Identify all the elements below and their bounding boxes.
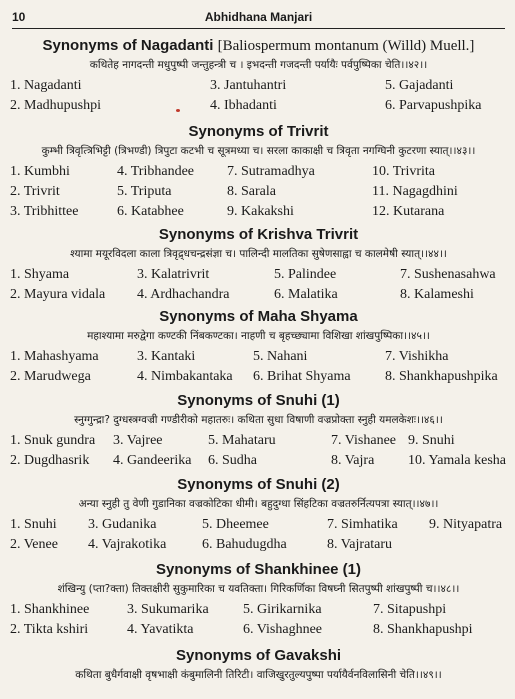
synonym-item: 10. Yamala kesha [408, 453, 506, 468]
section-title: Synonyms of Krishva Trivrit [158, 226, 359, 243]
sanskrit-verse: स्नुग्गुन्द्रा? दुग्धस्त्रग्वज्री गण्डीरीको महातरुः। कथिता सुधा विषाणी वज्रप्रोक्ता स्नुही यमलकेशः।।४६।। [74, 414, 443, 426]
page-number: 10 [12, 10, 26, 24]
sanskrit-verse: कुम्भी त्रिवृत्त्रिभिट्टी (त्रिभण्डी) त्रिपुटा कटभी च सूत्रमध्या च। सरला काकाक्षी च त्रिवृता नगग्घिनी कुटरणा स्यात्।।४३।। [41, 145, 476, 157]
synonym-list [10, 515, 507, 555]
section-trivrit [10, 122, 507, 222]
section-gavakshi [10, 646, 507, 683]
sanskrit-verse: शंखिन्यु (प्ता?क्ता) तिक्तक्षीरी सुकुमारिका च यवतिक्ता। गिरिकर्णिका विषघ्नी सितपुष्पी शांखपुष्पी च।।४८।। [57, 583, 460, 595]
section-title: Synonyms of Maha Shyama [159, 308, 358, 325]
synonym-item: 4. Vajrakotika [88, 537, 167, 552]
section-krishva-trivrit [10, 225, 507, 305]
synonym-item: 2. Madhupushpi [10, 98, 101, 113]
synonym-item: 6. Parvapushpika [385, 98, 482, 113]
synonym-item: 3. Jantuhantri [210, 78, 287, 93]
section-maha-shyama [10, 307, 507, 387]
synonym-item: 9. Snuhi [408, 433, 455, 448]
synonym-item: 3. Kantaki [137, 349, 196, 364]
synonym-item: 6. Brihat Shyama [253, 369, 351, 384]
section-title [10, 36, 507, 56]
synonym-item: 2. Trivrit [10, 184, 60, 199]
synonym-item: 4. Yavatikta [127, 622, 194, 637]
synonym-item: 3. Sukumarika [127, 602, 209, 617]
section-title: Synonyms of Snuhi (2) [177, 476, 340, 493]
synonym-item: 10. Trivrita [372, 164, 436, 179]
synonym-item: 7. Simhatika [327, 517, 398, 532]
title-text: Synonyms of Nagadanti [42, 37, 214, 54]
synonym-item: 5. Triputa [117, 184, 172, 199]
sanskrit-verse: महाश्यामा मरुद्वेगा कण्टकी निंबकण्टका। नाहणी च बृहच्छ्यामा विशिखा शांखपुष्पिका।।४५।। [87, 330, 430, 342]
synonym-item: 7. Sushenasahwa [400, 267, 496, 282]
scientific-name: [Baliospermum montanum (Willd) Muell.] [217, 38, 475, 54]
synonym-item: 2. Mayura vidala [10, 287, 106, 302]
synonym-item: 8. Vajrataru [327, 537, 393, 552]
synonym-item: 8. Shankhapushpi [373, 622, 473, 637]
section-nagadanti [10, 36, 507, 116]
synonym-item: 3. Gudanika [88, 517, 157, 532]
synonym-item: 7. Sutramadhya [227, 164, 315, 179]
section-shankhinee-1 [10, 560, 507, 640]
synonym-item: 4. Nimbakantaka [137, 369, 233, 384]
section-snuhi-2 [10, 475, 507, 555]
synonym-item: 5. Dheemee [202, 517, 269, 532]
synonym-item: 7. Vishikha [385, 349, 449, 364]
synonym-row [10, 535, 507, 555]
synonym-item: 3. Vajree [113, 433, 163, 448]
synonym-item: 1. Shyama [10, 267, 70, 282]
synonym-item: 3. Tribhittee [10, 204, 79, 219]
synonym-item: 5. Gajadanti [385, 78, 454, 93]
synonym-item: 12. Kutarana [372, 204, 445, 219]
synonym-list [10, 347, 507, 387]
section-title: Synonyms of Gavakshi [175, 647, 342, 664]
synonym-item: 6. Sudha [208, 453, 257, 468]
section-snuhi-1 [10, 391, 507, 471]
synonym-item: 3. Kalatrivrit [137, 267, 210, 282]
synonym-item: 5. Palindee [274, 267, 337, 282]
synonym-item: 2. Marudwega [10, 369, 91, 384]
section-title: Synonyms of Trivrit [188, 123, 329, 140]
synonym-item: 6. Katabhee [117, 204, 184, 219]
sanskrit-verse: श्यामा मयूरविदला काला त्रिवृद्र्धचन्द्रसंज्ञा च। पालिन्दी मालतिका सुषेणसाह्वा च कालमेषी स्यात्।।४४।। [70, 248, 447, 260]
synonym-item: 4. Tribhandee [117, 164, 194, 179]
synonym-item: 6. Bahudugdha [202, 537, 287, 552]
synonym-item: 1. Snuhi [10, 517, 57, 532]
synonym-item: 5. Girikarnika [243, 602, 322, 617]
page-header [12, 6, 505, 29]
synonym-list [10, 600, 507, 640]
synonym-item: 6. Vishaghnee [243, 622, 322, 637]
synonym-item: 8. Kalameshi [400, 287, 474, 302]
synonym-item: 5. Nahani [253, 349, 308, 364]
synonym-list [10, 431, 507, 471]
synonym-item: 7. Vishanee [331, 433, 396, 448]
synonym-item: 2. Venee [10, 537, 58, 552]
ink-mark [176, 109, 180, 112]
synonym-item: 1. Nagadanti [10, 78, 82, 93]
running-title: Abhidhana Manjari [204, 10, 313, 24]
synonym-item: 1. Mahashyama [10, 349, 99, 364]
synonym-item: 9. Nityapatra [429, 517, 503, 532]
synonym-item: 4. Ibhadanti [210, 98, 277, 113]
synonym-item: 7. Sitapushpi [373, 602, 447, 617]
synonym-item: 8. Sarala [227, 184, 276, 199]
synonym-row [10, 515, 507, 535]
synonym-item: 8. Vajra [331, 453, 375, 468]
section-title: Synonyms of Snuhi (1) [177, 392, 340, 409]
synonym-list [10, 76, 507, 116]
synonym-item: 9. Kakakshi [227, 204, 294, 219]
synonym-item: 4. Ardhachandra [137, 287, 230, 302]
section-title: Synonyms of Shankhinee (1) [155, 561, 362, 578]
synonym-item: 11. Nagagdhini [372, 184, 458, 199]
sanskrit-verse: कथितेह नागदन्ती मधुपुष्पी जन्तुहन्त्री च । इभदन्ती गजदन्ती पर्यायैः पर्वपुष्पिका चेति।।४२।। [89, 59, 428, 71]
sanskrit-verse: कथिता बुधैर्गवाक्षी वृषभाक्षी कंबुमालिनी तिरिटी। वाजिखुरतुल्यपुष्पा पर्यायैर्वनविलासिनी चेति।।४९।। [75, 669, 442, 681]
synonym-item: 8. Shankhapushpika [385, 369, 498, 384]
synonym-item: 1. Shankhinee [10, 602, 90, 617]
synonym-item: 1. Kumbhi [10, 164, 70, 179]
synonym-item: 1. Snuk gundra [10, 433, 96, 448]
synonym-item: 6. Malatika [274, 287, 338, 302]
sanskrit-verse: अन्या स्नुही तु वेणी गुडानिका वज्रकोटिका धीमी। बहुदुग्धा सिंहटिका वज्रतरुर्नित्यपत्रा स्यात्।।४७।। [78, 498, 439, 510]
synonym-item: 2. Tikta kshiri [10, 622, 89, 637]
synonym-item: 4. Gandeerika [113, 453, 192, 468]
synonym-item: 5. Mahataru [208, 433, 276, 448]
synonym-list [10, 162, 507, 222]
synonym-item: 2. Dugdhasrik [10, 453, 90, 468]
synonym-list [10, 265, 507, 305]
